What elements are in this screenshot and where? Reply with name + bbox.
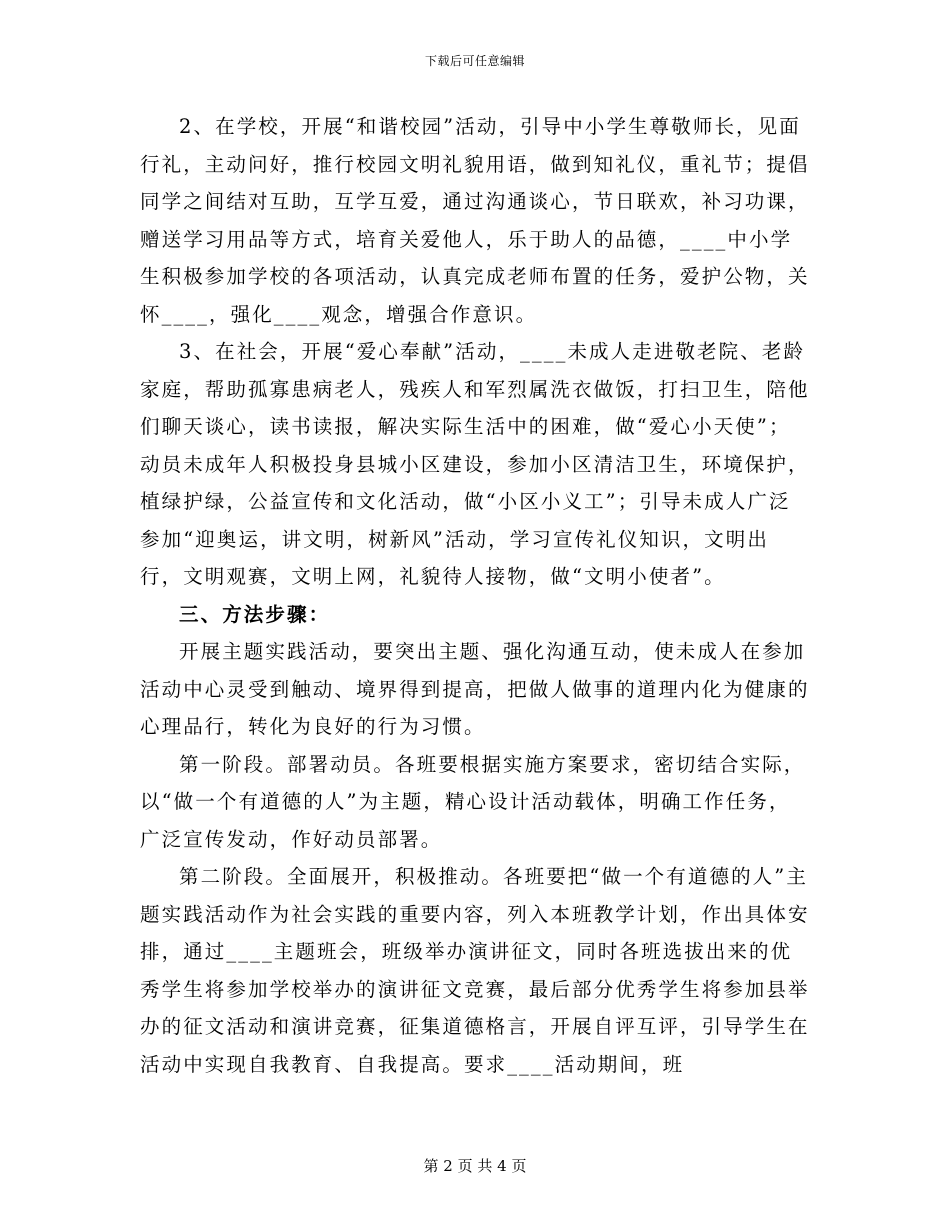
- section-heading-method-steps: 三、方法步骤：: [179, 602, 331, 626]
- paragraph-society-activity: 3、在社会，开展“爱心奉献”活动，____未成人走进敬老院、老龄家庭，帮助孤寡患病老人，残疾人和军烈属洗衣做饭，打扫卫生，陪他们聊天谈心，读书读报，解决实际生活中的困难，做“爱心小天使”；动员未成年人积极投身县城小区建设，参加小区清洁卫生，环境保护，植绿护绿，公益宣传和文化活动，做“小区小义工”；引导未成人广泛参加“迎奥运，讲文明，树新风”活动，学习宣传礼仪知识，文明出行，文明观赛，文明上网，礼貌待人接物，做“文明小使者”。: [140, 340, 810, 588]
- document-body: [140, 108, 810, 1083]
- paragraph-stage-one: 第一阶段。部署动员。各班要根据实施方案要求，密切结合实际，以“做一个有道德的人”为主题，精心设计活动载体，明确工作任务，广泛宣传发动，作好动员部署。: [140, 752, 806, 851]
- page-header: 下载后可任意编辑: [424, 54, 525, 68]
- page-number-footer: 第 2 页 共 4 页: [423, 1157, 527, 1175]
- paragraph-stage-two: 第二阶段。全面展开，积极推动。各班要把“做一个有道德的人”主题实践活动作为社会实践的重要内容，列入本班教学计划，作出具体安排，通过____主题班会，班级举办演讲征文，同时各班选拔出来的优秀学生将参加学校举办的演讲征文竞赛，最后部分优秀学生将参加县举办的征文活动和演讲竞赛，征集道德格言，开展自评互评，引导学生在活动中实现自我教育、自我提高。要求____活动期间，班: [140, 865, 810, 1076]
- paragraph-method-intro: 开展主题实践活动，要突出主题、强化沟通互动，使未成人在参加活动中心灵受到触动、境界得到提高，把做人做事的道理内化为健康的心理品行，转化为良好的行为习惯。: [140, 640, 810, 738]
- paragraph-school-activity: 2、在学校，开展“和谐校园”活动，引导中小学生尊敬师长，见面行礼，主动问好，推行校园文明礼貌用语，做到知礼仪，重礼节；提倡同学之间结对互助，互学互爱，通过沟通谈心，节日联欢，补习功课，赠送学习用品等方式，培育关爱他人，乐于助人的品德，____中小学生积极参加学校的各项活动，认真完成老师布置的任务，爱护公物，关怀____，强化____观念，增强合作意识。: [140, 115, 810, 326]
